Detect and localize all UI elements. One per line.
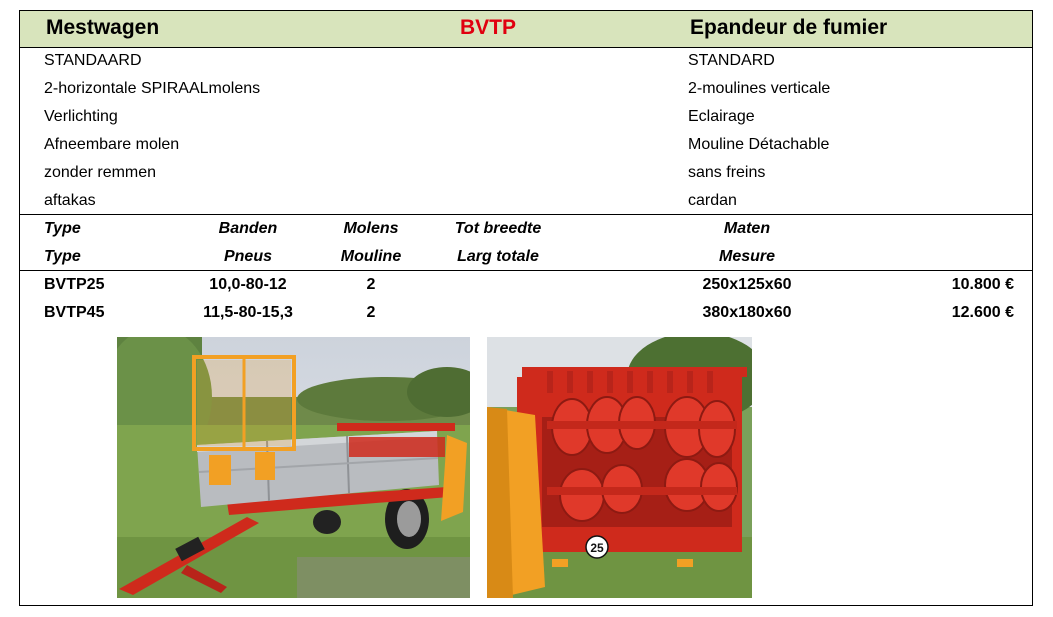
col-type-fr: Type: [44, 248, 81, 265]
feature-nl: 2-horizontale SPIRAALmolens: [44, 80, 261, 97]
photo-spreader-side: [117, 337, 470, 598]
col-size-nl: Maten: [723, 220, 771, 237]
row-size: 380x180x60: [702, 304, 792, 321]
row-type: BVTP25: [44, 276, 105, 293]
col-width-fr: Larg totale: [457, 248, 539, 265]
col-tyres-nl: Banden: [218, 220, 278, 237]
feature-nl: Afneembare molen: [44, 136, 180, 153]
feature-fr: STANDARD: [688, 52, 775, 69]
title-dutch: Mestwagen: [46, 16, 160, 39]
col-mills-nl: Molens: [343, 220, 399, 237]
divider: [20, 270, 1032, 271]
row-price: 12.600 €: [951, 304, 1014, 321]
divider: [20, 214, 1032, 215]
feature-nl: zonder remmen: [44, 164, 157, 181]
feature-fr: cardan: [688, 192, 737, 209]
header-bar: [20, 11, 1032, 48]
photo-spreader-rear: [487, 337, 752, 598]
row-price: 10.800 €: [951, 276, 1014, 293]
col-tyres-fr: Pneus: [223, 248, 272, 265]
col-size-fr: Mesure: [718, 248, 776, 265]
product-sheet: [19, 10, 1033, 606]
row-tyres: 10,0-80-12: [209, 276, 287, 293]
spreader-side-image: [117, 337, 470, 598]
row-type: BVTP45: [44, 304, 105, 321]
row-tyres: 11,5-80-15,3: [203, 304, 293, 321]
title-french: Epandeur de fumier: [690, 16, 888, 39]
feature-fr: 2-moulines verticale: [688, 80, 831, 97]
feature-fr: Mouline Détachable: [688, 136, 830, 153]
feature-fr: sans freins: [688, 164, 766, 181]
feature-nl: STANDAARD: [44, 52, 142, 69]
col-type-nl: Type: [44, 220, 81, 237]
feature-fr: Eclairage: [688, 108, 755, 125]
row-mills: 2: [366, 304, 376, 321]
col-mills-fr: Mouline: [340, 248, 402, 265]
model-code: BVTP: [460, 16, 517, 39]
feature-nl: Verlichting: [44, 108, 118, 125]
row-size: 250x125x60: [702, 276, 792, 293]
spreader-rear-image: [487, 337, 752, 598]
col-width-nl: Tot breedte: [454, 220, 542, 237]
row-mills: 2: [366, 276, 376, 293]
feature-nl: aftakas: [44, 192, 96, 209]
speed-badge: 25: [590, 541, 604, 555]
